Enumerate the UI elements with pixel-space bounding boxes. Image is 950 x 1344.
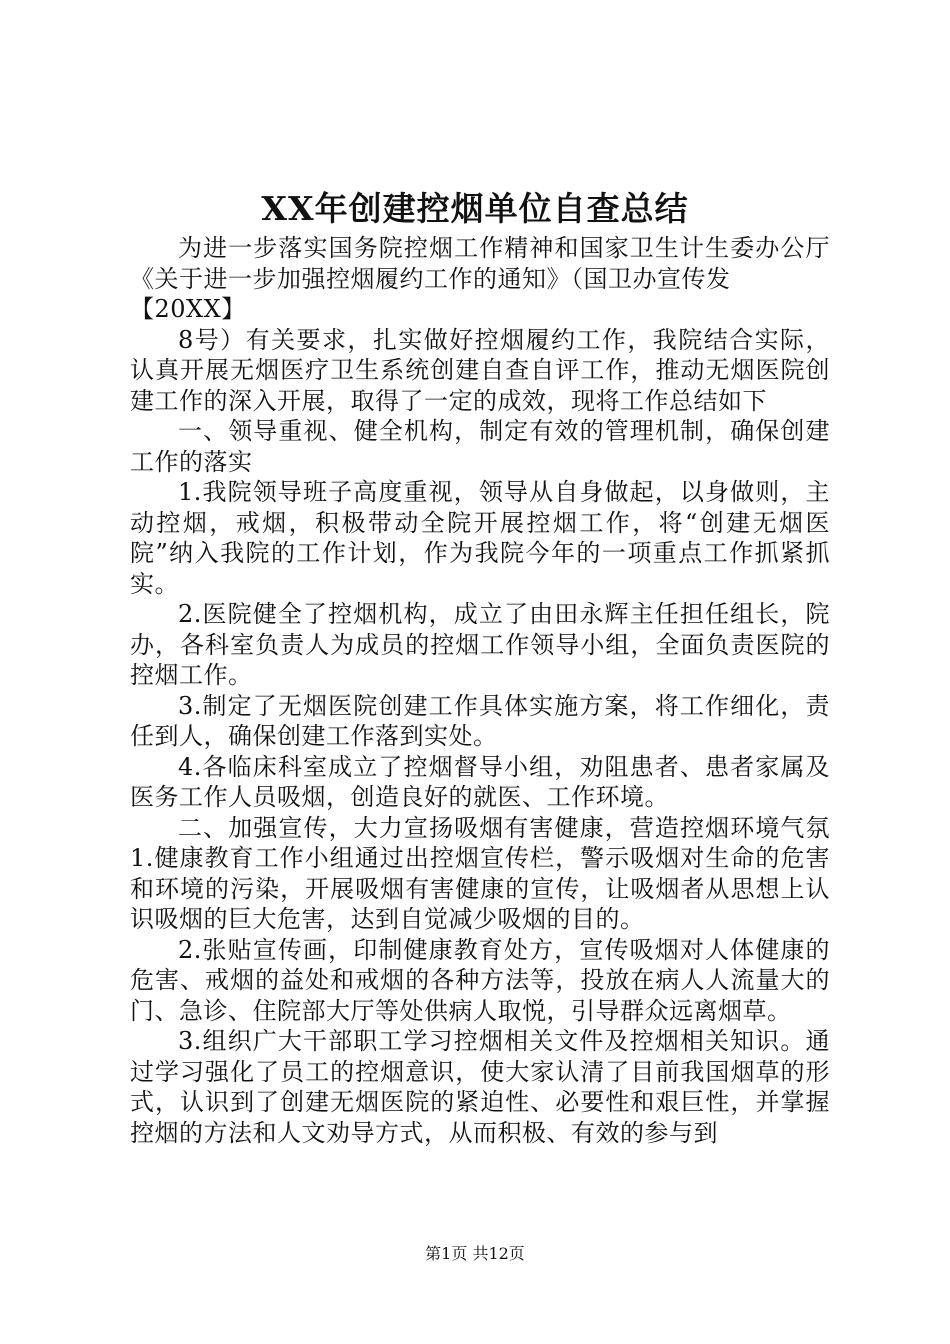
section-heading-1: 一、领导重视、健全机构，制定有效的管理机制，确保创建工作的落实 xyxy=(130,417,830,476)
paragraph-2-2: 2.张贴宣传画，印制健康教育处方，宣传吸烟对人体健康的危害、戒烟的益处和戒烟的各种方法等，投放在病人人流量大的门、急诊、住院部大厅等处供病人取悦，引导群众远离烟草。 xyxy=(130,935,830,1025)
paragraph-2-3: 3.组织广大干部职工学习控烟相关文件及控烟相关知识。通过学习强化了员工的控烟意识，使大家认清了目前我国烟草的形式，认识到了创建无烟医院的紧迫性、必要性和艰巨性，并掌握控烟的方法和人文劝导方式，从而积极、有效的参与到 xyxy=(130,1027,830,1147)
paragraph-intro: 为进一步落实国务院控烟工作精神和国家卫生计生委办公厅《关于进一步加强控烟履约工作的通知》（国卫办宣传发 xyxy=(130,234,830,293)
paragraph-1-4: 4.各临床科室成立了控烟督导小组，劝阻患者、患者家属及医务工作人员吸烟，创造良好的就医、工作环境。 xyxy=(130,752,830,811)
page-footer: 第1页 共12页 xyxy=(425,1244,525,1263)
paragraph-1-2: 2.医院健全了控烟机构，成立了由田永辉主任担任组长，院办，各科室负责人为成员的控烟工作领导小组，全面负责医院的控烟工作。 xyxy=(130,600,830,689)
paragraph-1-1: 1.我院领导班子高度重视，领导从自身做起，以身做则，主动控烟，戒烟，积极带动全院开展控烟工作，将“创建无烟医院”纳入我院的工作计划，作为我院今年的一项重点工作抓紧抓实。 xyxy=(130,478,830,598)
paragraph-1-3: 3.制定了无烟医院创建工作具体实施方案，将工作细化，责任到人，确保创建工作落到实处。 xyxy=(130,691,830,750)
document-body xyxy=(130,233,830,1148)
paragraph-intro-continued: 8号）有关要求，扎实做好控烟履约工作，我院结合实际，认真开展无烟医疗卫生系统创建自查自评工作，推动无烟医院创建工作的深入开展，取得了一定的成效，现将工作总结如下 xyxy=(130,325,830,415)
section-heading-2: 二、加强宣传，大力宣扬吸烟有害健康，营造控烟环境气氛1.健康教育工作小组通过出控烟宣传栏，警示吸烟对生命的危害和环境的污染，开展吸烟有害健康的宣传，让吸烟者从思想上认识吸烟的巨大危害，达到自觉减少吸烟的目的。 xyxy=(130,813,830,933)
document-title: XX年创建控烟单位自查总结 xyxy=(261,189,689,228)
paragraph-doc-number: 【20XX】 xyxy=(130,295,246,323)
